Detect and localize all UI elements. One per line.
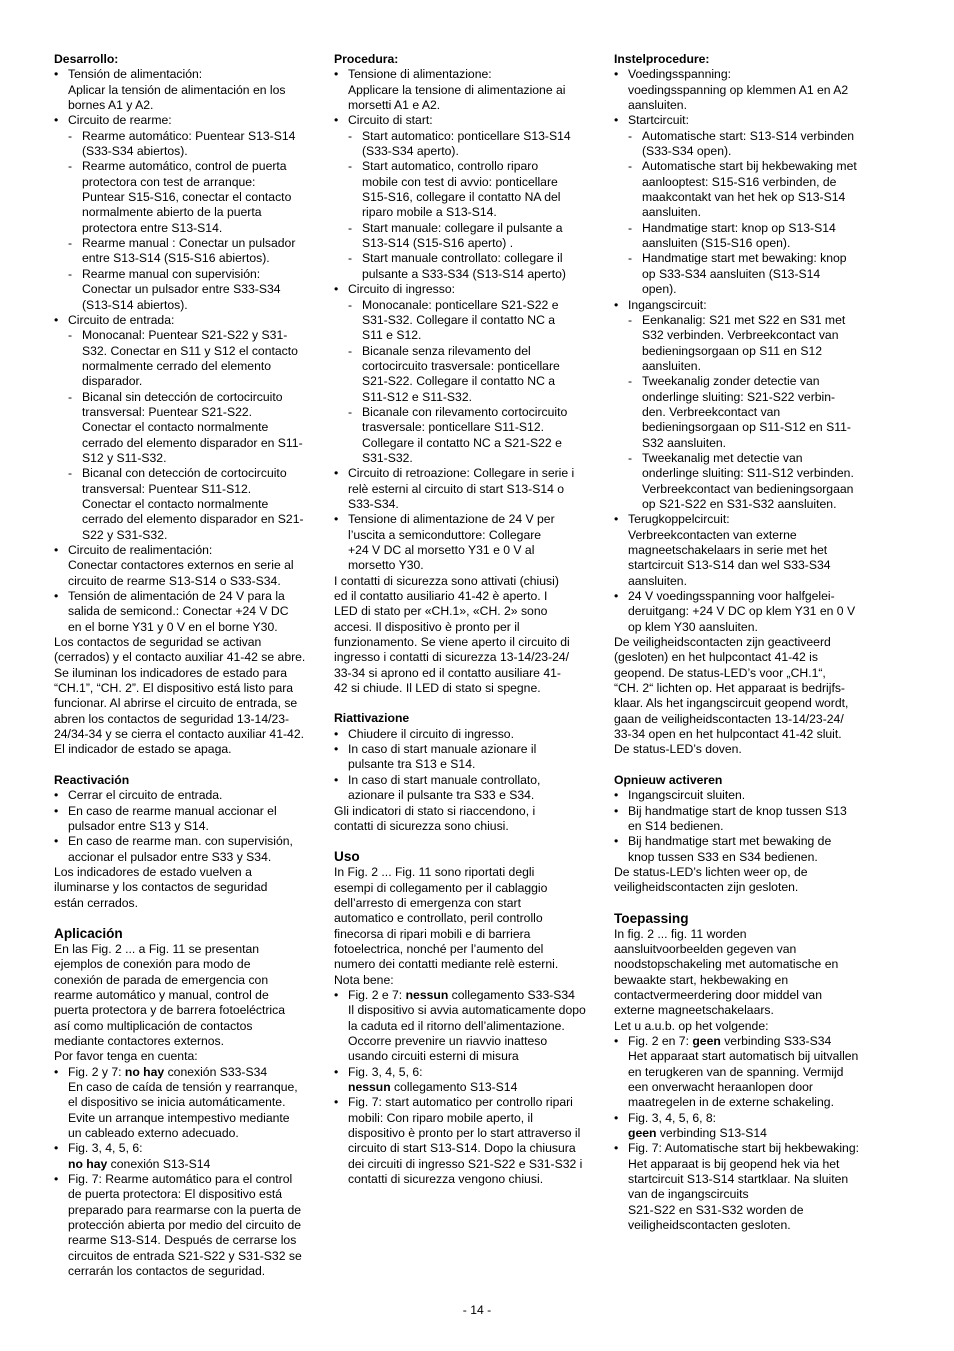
bullet-continuation: en S14 bedienen. xyxy=(628,818,724,833)
bullet-continuation: S33-S34. xyxy=(348,496,399,511)
text-line: accesi. Il dispositivo è pronto per il xyxy=(334,619,520,634)
dash-item: - Rearme automático, control de puerta xyxy=(54,159,316,174)
bullet-continuation: Verbreekcontacten van externe xyxy=(628,527,797,542)
dash-continuation: cortocircuito trasversale: ponticellare xyxy=(362,358,560,373)
text-line: mediante contactores externos. xyxy=(54,1033,225,1048)
emphasis-text: nessun xyxy=(348,1080,391,1094)
bullet-item: • 24 V voedingsspanning voor halfgelei- xyxy=(614,589,876,604)
bullet-continuation: cerrarán los contactos de seguridad. xyxy=(68,1264,266,1279)
text-line: contatti di sicurezza sono chiusi. xyxy=(334,818,509,833)
opnieuw-body xyxy=(614,788,876,895)
dash-item: - Automatische start: S13-S14 verbinden xyxy=(614,129,876,144)
text-line: gaan de veiligheidscontacten 13-14/23-24/ xyxy=(614,711,844,726)
bullet-continuation: salida de semicond.: Conectar +24 V DC xyxy=(68,604,289,619)
dash-continuation: aansluiten (S15-S16 open). xyxy=(642,236,791,251)
dash-continuation: (S33-S34 open). xyxy=(642,144,732,159)
text-line: Nota bene: xyxy=(334,972,394,987)
bullet-item: • Circuito di retroazione: Collegare in serie i xyxy=(334,466,596,481)
bullet-continuation: S21-S22 en S31-S32 worden de xyxy=(628,1202,804,1217)
desarrollo-heading: Desarrollo: xyxy=(54,52,119,66)
text-line: Let u a.u.b. op het volgende: xyxy=(614,1018,769,1033)
bullet-item: • Tensión de alimentación de 24 V para la xyxy=(54,589,316,604)
text-line: 24/34-34 y se cierra el contacto auxiliar 41-42. xyxy=(54,727,304,742)
reactivacion-body xyxy=(54,788,316,911)
bullet-continuation: veiligheidscontacten gesloten. xyxy=(628,1218,791,1233)
text-span: Fig. 2 en 7: xyxy=(628,1033,693,1048)
bullet-continuation: azionare il pulsante tra S33 e S34. xyxy=(348,788,535,803)
dash-continuation: (S33-S34 aperto). xyxy=(362,144,459,159)
dash-continuation: S31-S32. xyxy=(362,450,413,465)
dash-item: - Start automatico, controllo riparo xyxy=(334,159,596,174)
dash-item: - Handmatige start: knop op S13-S14 xyxy=(614,221,876,236)
text-line: ejemplos de conexión para modo de xyxy=(54,957,251,972)
text-line: finecorsa di ripari mobili e di barriera xyxy=(334,926,531,941)
aplicacion-body xyxy=(54,942,316,1280)
dash-continuation: onderlinge sluiting: S21-S22 verbin- xyxy=(642,389,836,404)
bullet-continuation: pulsante tra S13 e S14. xyxy=(348,757,476,772)
dash-continuation: aanlooptest: S15-S16 verbinden, de xyxy=(642,174,837,189)
dash-continuation: riparo mobile a S13-S14. xyxy=(362,205,497,220)
bullet-continuation: deruitgang: +24 V DC op klem Y31 en 0 V xyxy=(628,604,856,619)
text-line: están cerrados. xyxy=(54,895,139,910)
dash-item: - Handmatige start met bewaking: knop xyxy=(614,251,876,266)
dash-item: - Monocanal: Puentear S21-S22 y S31- xyxy=(54,328,316,343)
bullet-continuation: Het apparaat start automatisch bij uitvallen xyxy=(628,1049,859,1064)
text-line: In fig. 2 ... fig. 11 worden xyxy=(614,926,747,941)
bullet-continuation: dispositivo è pronto per lo start attraverso il xyxy=(348,1126,581,1141)
bullet-continuation: en terugkeren van de spanning. Vermijd xyxy=(628,1064,844,1079)
riattivazione-body xyxy=(334,727,596,834)
dash-item: - Bicanal sin detección de cortocircuito xyxy=(54,390,316,405)
procedura-body xyxy=(334,67,596,696)
bullet-item: • Fig. 7: Automatische start bij hekbewaking: xyxy=(614,1141,876,1156)
bullet-continuation: Conectar contactores externos en serie al xyxy=(68,558,294,573)
text-span: conexión S33-S34 xyxy=(164,1064,268,1079)
dash-item: - Bicanale con rilevamento cortocircuito xyxy=(334,405,596,420)
bullet-continuation: la caduta ed il ritorno dell’alimentazione. xyxy=(348,1018,565,1033)
bullet-continuation xyxy=(334,1080,596,1095)
bullet-continuation: op klem Y30 aansluiten. xyxy=(628,619,758,634)
dash-continuation: S11 e S12. xyxy=(362,328,422,343)
dash-continuation: S12 y S11-S32. xyxy=(82,450,167,465)
dash-continuation: op S21-S22 en S31-S32 aansluiten. xyxy=(642,496,837,511)
dash-item: - Eenkanalig: S21 met S22 en S31 met xyxy=(614,313,876,328)
bullet-continuation: knop tussen S33 en S34 bedienen. xyxy=(628,849,818,864)
bullet-continuation: aansluiten. xyxy=(628,98,687,113)
bullet-item: • Circuito di start: xyxy=(334,113,596,128)
dash-item: - Monocanale: ponticellare S21-S22 e xyxy=(334,298,596,313)
dash-continuation: den. Verbreekcontact van xyxy=(642,404,781,419)
bullet-continuation: en el borne Y31 y 0 V en el borne Y30. xyxy=(68,619,278,634)
text-line: funcionar. Al abrirse el circuito de entrada, se xyxy=(54,696,298,711)
text-line: funzionamento. Se viene aperto il circuito di xyxy=(334,635,570,650)
toepassing-heading: Toepassing xyxy=(614,910,689,926)
dash-continuation: op S33-S34 aansluiten (S13-S14 xyxy=(642,266,821,281)
text-line: fotoelectrica, nonché per l’aumento del xyxy=(334,941,544,956)
text-line: automatico e controllato, peril controllo xyxy=(334,911,543,926)
text-line: dell’arresto di emergenza con start xyxy=(334,895,521,910)
text-span: verbinding S13-S14 xyxy=(656,1126,767,1141)
text-line: aansluitvoorbeelden gegeven van xyxy=(614,941,797,956)
text-line: externe magneetschakelaars. xyxy=(614,1003,774,1018)
dash-item: - Tweekanalig zonder detectie van xyxy=(614,374,876,389)
bullet-continuation: startcircuit S13-S14 startklaar. Na sluiten xyxy=(628,1172,849,1187)
dash-continuation: Conectar un pulsador entre S33-S34 xyxy=(82,282,281,297)
dash-continuation: Conectar el contacto normalmente xyxy=(82,420,269,435)
page-number: - 14 - xyxy=(462,1303,492,1317)
dash-continuation: aansluiten. xyxy=(642,358,701,373)
bullet-item: • Tensione di alimentazione de 24 V per xyxy=(334,512,596,527)
text-line: Los contactos de seguridad se activan xyxy=(54,635,262,650)
text-line: iluminarse y los contactos de seguridad xyxy=(54,880,268,895)
column-spanish xyxy=(54,52,316,1279)
instel-heading: Instelprocedure: xyxy=(614,52,710,66)
bullet-continuation: aansluiten. xyxy=(628,573,687,588)
bullet-continuation: bornes A1 y A2. xyxy=(68,98,154,113)
text-line: In Fig. 2 ... Fig. 11 sono riportati degli xyxy=(334,865,535,880)
dash-continuation: open). xyxy=(642,282,677,297)
dash-continuation: Puntear S15-S16, conectar el contacto xyxy=(82,190,292,205)
bullet-item: • Startcircuit: xyxy=(614,113,876,128)
bullet-item: • Voedingsspanning: xyxy=(614,67,876,82)
bullet-continuation: Het apparaat is bij geopend hek via het xyxy=(628,1156,840,1171)
opnieuw-heading: Opnieuw activeren xyxy=(614,772,723,787)
bullet-continuation xyxy=(614,1126,876,1141)
text-line: 33-34 si aprono ed il contatto ausiliare 41- xyxy=(334,665,561,680)
text-line: ed il contatto ausiliario 41-42 è aperto. I xyxy=(334,589,548,604)
text-span: verbinding S33-S34 xyxy=(720,1033,832,1048)
dash-item: - Rearme manual : Conectar un pulsador xyxy=(54,236,316,251)
uso-heading: Uso xyxy=(334,849,360,865)
bullet-item: • Fig. 7: Rearme automático para el control xyxy=(54,1172,316,1187)
dash-continuation: cerrado del elemento disparador en S11- xyxy=(82,435,303,450)
bullet-item: • Chiudere il circuito di ingresso. xyxy=(334,727,596,742)
bullet-continuation: preparado para rearmarse con la puerta de xyxy=(68,1202,302,1217)
text-line: numero dei contatti mediante relè esterni. xyxy=(334,957,559,972)
text-line: ingresso i contatti di sicurezza 13-14/23-24/ xyxy=(334,650,570,665)
text-line: I contatti di sicurezza sono attivati (chiusi) xyxy=(334,573,559,588)
dash-continuation: normalmente cerrado del elemento xyxy=(82,358,272,373)
bullet-item: • Fig. 3, 4, 5, 6: xyxy=(334,1065,596,1080)
reactivacion-heading: Reactivación xyxy=(54,772,130,787)
bullet-continuation: morsetto Y30. xyxy=(348,558,424,573)
bullet-continuation: relè esterni al circuito di start S13-S14 o xyxy=(348,481,565,496)
emphasis-text: geen xyxy=(628,1126,657,1141)
uso-body xyxy=(334,865,596,1187)
bullet-item: • Circuito di ingresso: xyxy=(334,282,596,297)
text-line: Por favor tenga en cuenta: xyxy=(54,1049,198,1064)
bullet-item xyxy=(334,988,596,1003)
dash-continuation: S13-S14 (S15-S16 aperto) . xyxy=(362,236,514,251)
text-span: Fig. 2 e 7: xyxy=(348,987,406,1002)
dash-continuation: S21-S22. Collegare il contatto NC a xyxy=(362,374,556,389)
emphasis-text: geen xyxy=(692,1033,721,1048)
bullet-continuation: +24 V DC al morsetto Y31 e 0 V al xyxy=(348,543,535,557)
text-span: collegamento S13-S14 xyxy=(390,1080,518,1094)
dash-item: - Start automatico: ponticellare S13-S14 xyxy=(334,129,596,144)
text-line: En las Fig. 2 ... a Fig. 11 se presentan xyxy=(54,941,260,956)
text-line: 33-34 open en het hulpcontact 41-42 sluit. xyxy=(614,727,842,742)
aplicacion-heading: Aplicación xyxy=(54,925,123,941)
text-line: Se iluminan los indicadores de estado para xyxy=(54,665,288,680)
text-line: klaar. Als het ingangscircuit geopend wordt, xyxy=(614,696,849,711)
bullet-item: • Circuito de rearme: xyxy=(54,113,316,128)
text-span: conexión S13-S14 xyxy=(107,1156,211,1171)
dash-continuation: (S33-S34 abiertos). xyxy=(82,144,188,159)
bullet-continuation: Applicare la tensione di alimentazione ai xyxy=(348,82,566,97)
bullet-continuation: circuitos de entrada S21-S22 y S31-S32 se xyxy=(68,1248,302,1263)
dash-continuation: disparador. xyxy=(82,374,143,389)
bullet-continuation: Aplicar la tensión de alimentación en los xyxy=(68,82,286,97)
text-span: collegamento S33-S34 xyxy=(448,987,575,1002)
dash-continuation: S22 y S31-S32. xyxy=(82,527,168,542)
bullet-continuation: morsetti A1 e A2. xyxy=(348,98,441,113)
bullet-item: • Fig. 3, 4, 5, 6: xyxy=(54,1141,316,1156)
bullet-item: • Circuito de entrada: xyxy=(54,313,316,328)
bullet-item: • Ingangscircuit sluiten. xyxy=(614,788,876,803)
text-line: noodstopschakeling met automatische en xyxy=(614,957,839,972)
dash-item: - Bicanal con detección de cortocircuito xyxy=(54,466,316,481)
bullet-continuation: dei circuiti di ingresso S21-S22 e S31-S32 i xyxy=(348,1156,583,1171)
text-line: esempi di collegamento per il cablaggio xyxy=(334,880,548,895)
dash-continuation: normalmente abierto de la puerta xyxy=(82,205,262,220)
dash-item: - Tweekanalig met detectie van xyxy=(614,451,876,466)
text-line: contactvermeerdering door middel van xyxy=(614,987,822,1002)
bullet-continuation: accionar el pulsador entre S33 y S34. xyxy=(68,849,272,864)
column-italian xyxy=(334,52,596,1187)
text-line: “CH.1”, “CH. 2”. El dispositivo está listo para xyxy=(54,681,294,696)
dash-continuation: S31-S32. Collegare il contatto NC a xyxy=(362,312,556,327)
bullet-item: • Circuito de realimentación: xyxy=(54,543,316,558)
bullet-continuation: maatregelen in de externe schakeling. xyxy=(628,1095,834,1110)
bullet-item xyxy=(614,1034,876,1049)
dash-item: - Start manuale controllato: collegare il xyxy=(334,251,596,266)
bullet-continuation: mobili: Con riparo mobile aperto, il xyxy=(348,1110,533,1125)
bullet-continuation: Evite un arranque intempestivo mediante xyxy=(68,1110,290,1125)
bullet-item: • Fig. 7: start automatico per controllo ripari xyxy=(334,1095,596,1110)
bullet-continuation: pulsador entre S13 y S14. xyxy=(68,818,209,833)
bullet-continuation: magneetschakelaars in serie met het xyxy=(628,543,828,557)
dash-continuation: trasversale: ponticellare S11-S12. xyxy=(362,420,545,435)
bullet-item: • En caso de rearme manual accionar el xyxy=(54,804,316,819)
text-line: abren los contactos de seguridad 13-14/23- xyxy=(54,711,290,726)
bullet-continuation: usando circuiti esterni di misura xyxy=(348,1049,519,1064)
text-line: veiligheidscontacten zijn gesloten. xyxy=(614,880,799,895)
bullet-continuation: En caso de caída de tensión y rearranque, xyxy=(68,1080,298,1094)
dash-continuation: cerrado del elemento disparador en S21- xyxy=(82,512,304,527)
text-line: Los indicadores de estado vuelven a xyxy=(54,864,252,879)
dash-item: - Rearme manual con supervisión: xyxy=(54,267,316,282)
dash-item: - Bicanale senza rilevamento del xyxy=(334,344,596,359)
text-line: LED di stato per «CH.1», «CH. 2» sono xyxy=(334,604,548,619)
dash-continuation: onderlinge sluiting: S11-S12 verbinden. xyxy=(642,466,854,481)
dash-continuation: mobile con test di avvio: ponticellare xyxy=(362,174,558,189)
text-line: El indicador de estado se apaga. xyxy=(54,742,232,757)
dash-continuation: S32 verbinden. Verbreekcontact van xyxy=(642,328,839,343)
desarrollo-body xyxy=(54,67,316,757)
dash-continuation: aansluiten. xyxy=(642,205,701,220)
dash-continuation: entre S13-S14 (S15-S16 abiertos). xyxy=(82,251,270,266)
bullet-continuation: l’uscita a semiconduttore: Collegare xyxy=(348,527,542,542)
bullet-continuation: protección abierta por medio del circuito de xyxy=(68,1218,302,1233)
text-line: (cerrados) y el contacto auxiliar 41-42 se abre. xyxy=(54,650,306,665)
dash-item: - Start manuale: collegare il pulsante a xyxy=(334,221,596,236)
bullet-continuation: contatti di sicurezza vengono chiusi. xyxy=(348,1172,544,1187)
dash-continuation: transversal: Puentear S11-S12. xyxy=(82,481,252,496)
dash-item: - Rearme automático: Puentear S13-S14 xyxy=(54,129,316,144)
bullet-item: • In caso di start manuale azionare il xyxy=(334,742,596,757)
bullet-item: • Fig. 3, 4, 5, 6, 8: xyxy=(614,1111,876,1126)
bullet-continuation: Occorre prevenire un riavvio inatteso xyxy=(348,1033,548,1048)
bullet-continuation: een onverwacht heraanlopen door xyxy=(628,1080,813,1094)
text-line: De status-LED’s doven. xyxy=(614,742,742,757)
procedura-heading: Procedura: xyxy=(334,52,399,66)
bullet-item: • Terugkoppelcircuit: xyxy=(614,512,876,527)
bullet-continuation: un cableado externo adecuado. xyxy=(68,1126,239,1141)
emphasis-text: no hay xyxy=(68,1156,108,1171)
dash-item: - Automatische start bij hekbewaking met xyxy=(614,159,876,174)
text-line: rearme automático y manual, control de xyxy=(54,987,269,1002)
bullet-item: • En caso de rearme man. con supervisión, xyxy=(54,834,316,849)
dash-continuation: bedieningsorgaan op S11-S12 en S11- xyxy=(642,420,851,435)
dash-continuation: bedieningsorgaan op S11 en S12 xyxy=(642,343,823,358)
dash-continuation: transversal: Puentear S21-S22. xyxy=(82,404,253,419)
text-line: así como multiplicación de contactos xyxy=(54,1018,253,1033)
bullet-continuation: el dispositivo se inicia automáticamente. xyxy=(68,1095,286,1110)
dash-continuation: pulsante a S33-S34 (S13-S14 aperto) xyxy=(362,266,566,281)
dash-continuation: S32 aansluiten. xyxy=(642,435,727,450)
text-line: De status-LED’s lichten weer op, de xyxy=(614,864,808,879)
bullet-item: • Bij handmatige start de knop tussen S13 xyxy=(614,804,876,819)
emphasis-text: nessun xyxy=(405,987,449,1002)
bullet-continuation: rearme S13-S14. Después de cerrarse los xyxy=(68,1233,297,1248)
toepassing-body xyxy=(614,927,876,1234)
dash-continuation: protectora con test de arranque: xyxy=(82,174,256,189)
text-line: De veiligheidscontacten zijn geactiveerd xyxy=(614,635,831,650)
text-line: (gesloten) en het hulpcontact 41-42 is xyxy=(614,650,818,665)
dash-continuation: Collegare il contatto NC a S21-S22 e xyxy=(362,435,562,450)
dash-continuation: Conectar el contacto normalmente xyxy=(82,496,269,511)
bullet-continuation: de puerta protectora: El dispositivo está xyxy=(68,1187,283,1202)
text-line: puerta protectora y de barrera fotoeléctrica xyxy=(54,1003,286,1018)
bullet-continuation: voedingsspanning op klemmen A1 en A2 xyxy=(628,82,849,97)
dash-continuation: (S13-S14 abiertos). xyxy=(82,297,188,312)
instel-body xyxy=(614,67,876,757)
bullet-item: • Tensión de alimentación: xyxy=(54,67,316,82)
bullet-continuation: startcircuit S13-S14 dan wel S33-S34 xyxy=(628,558,831,573)
emphasis-text: no hay xyxy=(124,1064,165,1079)
text-line: conexión de parada de emergencia con xyxy=(54,972,269,987)
bullet-item xyxy=(54,1065,316,1080)
text-line: “CH. 2“ lichten op. Het apparaat is bedrijfs- xyxy=(614,681,845,696)
bullet-item: • In caso di start manuale controllato, xyxy=(334,773,596,788)
dash-continuation: Verbreekcontact van bedieningsorgaan xyxy=(642,481,854,496)
bullet-continuation: Il dispositivo si avvia automaticamente dopo xyxy=(348,1003,586,1018)
text-line: 42 si chiude. Il LED di stato si spegne. xyxy=(334,681,541,696)
riattivazione-heading: Riattivazione xyxy=(334,711,410,726)
text-span: Fig. 2 y 7: xyxy=(68,1064,125,1079)
dash-continuation: S11-S12 e S11-S32. xyxy=(362,389,472,404)
bullet-item: • Ingangscircuit: xyxy=(614,298,876,313)
text-line: geopend. De status-LED’s voor „CH.1“, xyxy=(614,665,826,680)
column-dutch xyxy=(614,52,876,1233)
text-line: bewaakte start, hekbewaking en xyxy=(614,972,789,987)
bullet-item: • Bij handmatige start met bewaking de xyxy=(614,834,876,849)
bullet-continuation: van de ingangscircuits xyxy=(628,1187,749,1202)
dash-continuation: maakcontakt van het hek op S13-S14 xyxy=(642,190,846,205)
bullet-item: • Cerrar el circuito de entrada. xyxy=(54,788,316,803)
dash-continuation: S15-S16, collegare il contatto NA del xyxy=(362,190,561,205)
bullet-continuation xyxy=(54,1157,316,1172)
bullet-continuation: circuito de rearme S13-S14 o S33-S34. xyxy=(68,573,281,588)
dash-continuation: protectora entre S13-S14. xyxy=(82,220,223,235)
dash-continuation: S32. Conectar en S11 y S12 el contacto xyxy=(82,343,298,358)
bullet-item: • Tensione di alimentazione: xyxy=(334,67,596,82)
bullet-continuation: circuito di start S13-S14. Dopo la chiusura xyxy=(348,1141,576,1156)
text-line: Gli indicatori di stato si riaccendono, i xyxy=(334,803,536,818)
